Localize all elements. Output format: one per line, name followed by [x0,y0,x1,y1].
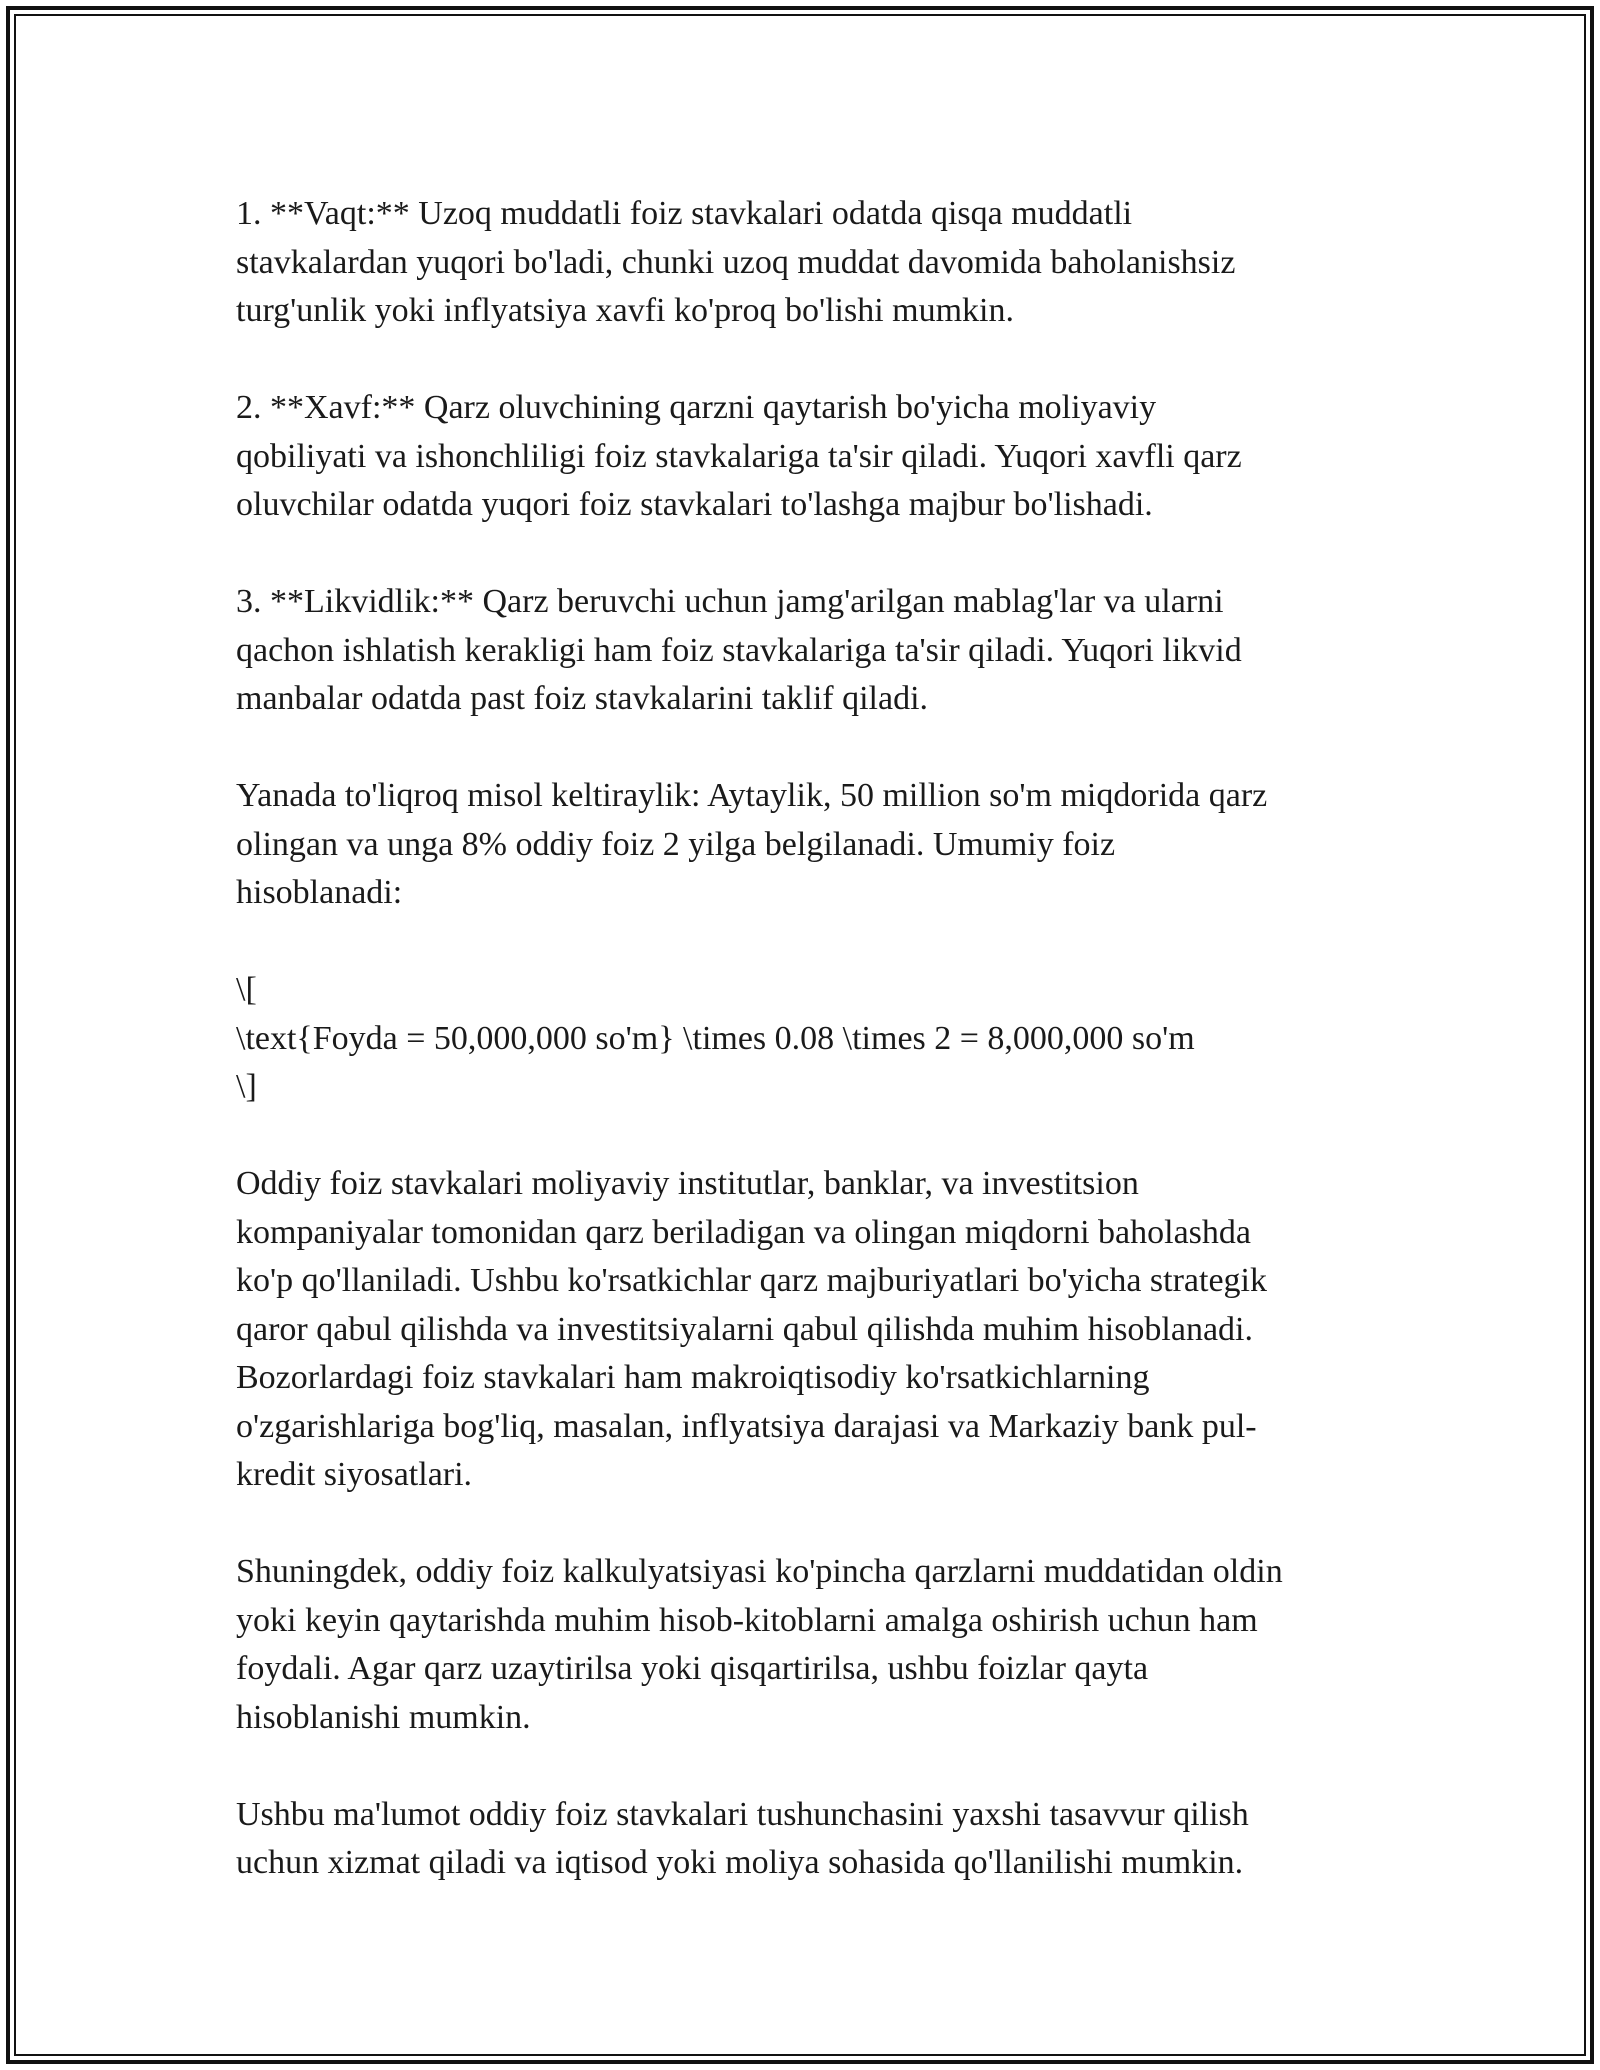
paragraph-conclusion: Ushbu ma'lumot oddiy foiz stavkalari tushunchasini yaxshi tasavvur qilish uchun xizmat qiladi va iqtisod yoki moliya sohasida qo'llanilishi mumkin. [236,1795,1249,1881]
document-body [236,190,1376,1888]
paragraph-vaqt: 1. **Vaqt:** Uzoq muddatli foiz stavkalari odatda qisqa muddatli stavkalardan yuqori bo'ladi, chunki uzoq muddat davomida baholanishsiz turg'unlik yoki inflyatsiya xavfi ko'proq bo'lishi mumkin. [236,195,1236,329]
paragraph-xavf: 2. **Xavf:** Qarz oluvchining qarzni qaytarish bo'yicha moliyaviy qobiliyati va ishonchliligi foiz stavkalariga ta'sir qiladi. Yuqori xavfli qarz oluvchilar odatda yuqori foiz stavkalari to'lashga majbur bo'lishadi. [236,389,1242,523]
paragraph-likvidlik: 3. **Likvidlik:** Qarz beruvchi uchun jamg'arilgan mablag'lar va ularni qachon ishlatish kerakligi ham foiz stavkalariga ta'sir qiladi. Yuqori likvid manbalar odatda past foiz stavkalarini taklif qiladi. [236,583,1242,717]
paragraph-example: Yanada to'liqroq misol keltiraylik: Aytaylik, 50 million so'm miqdorida qarz olingan va unga 8% oddiy foiz 2 yilga belgilanadi. Umumiy foiz hisoblanadi: [236,777,1268,911]
paragraph-usage: Oddiy foiz stavkalari moliyaviy institutlar, banklar, va investitsion kompaniyalar tomonidan qarz beriladigan va olingan miqdorni baholashda ko'p qo'llaniladi. Ushbu ko'rsatkichlar qarz majburiyatlari bo'yicha strategik qaror qabul qilishda va investitsiyalarni qabul qilishda muhim hisoblanadi. Bozorlardagi foiz stavkalari ham makroiqtisodiy ko'rsatkichlarning o'zgarishlariga bog'liq, masalan, inflyatsiya darajasi va Markaziy bank pul- kredit siyosatlari. [236,1165,1267,1493]
formula-block: \[ \text{Foyda = 50,000,000 so'm} \times 0.08 \times 2 = 8,000,000 so'm \] [236,971,1195,1105]
paragraph-recalculation: Shuningdek, oddiy foiz kalkulyatsiyasi ko'pincha qarzlarni muddatidan oldin yoki keyin qaytarishda muhim hisob-kitoblarni amalga oshirish uchun ham foydali. Agar qarz uzaytirilsa yoki qisqartirilsa, ushbu foizlar qayta hisoblanishi mumkin. [236,1553,1283,1736]
